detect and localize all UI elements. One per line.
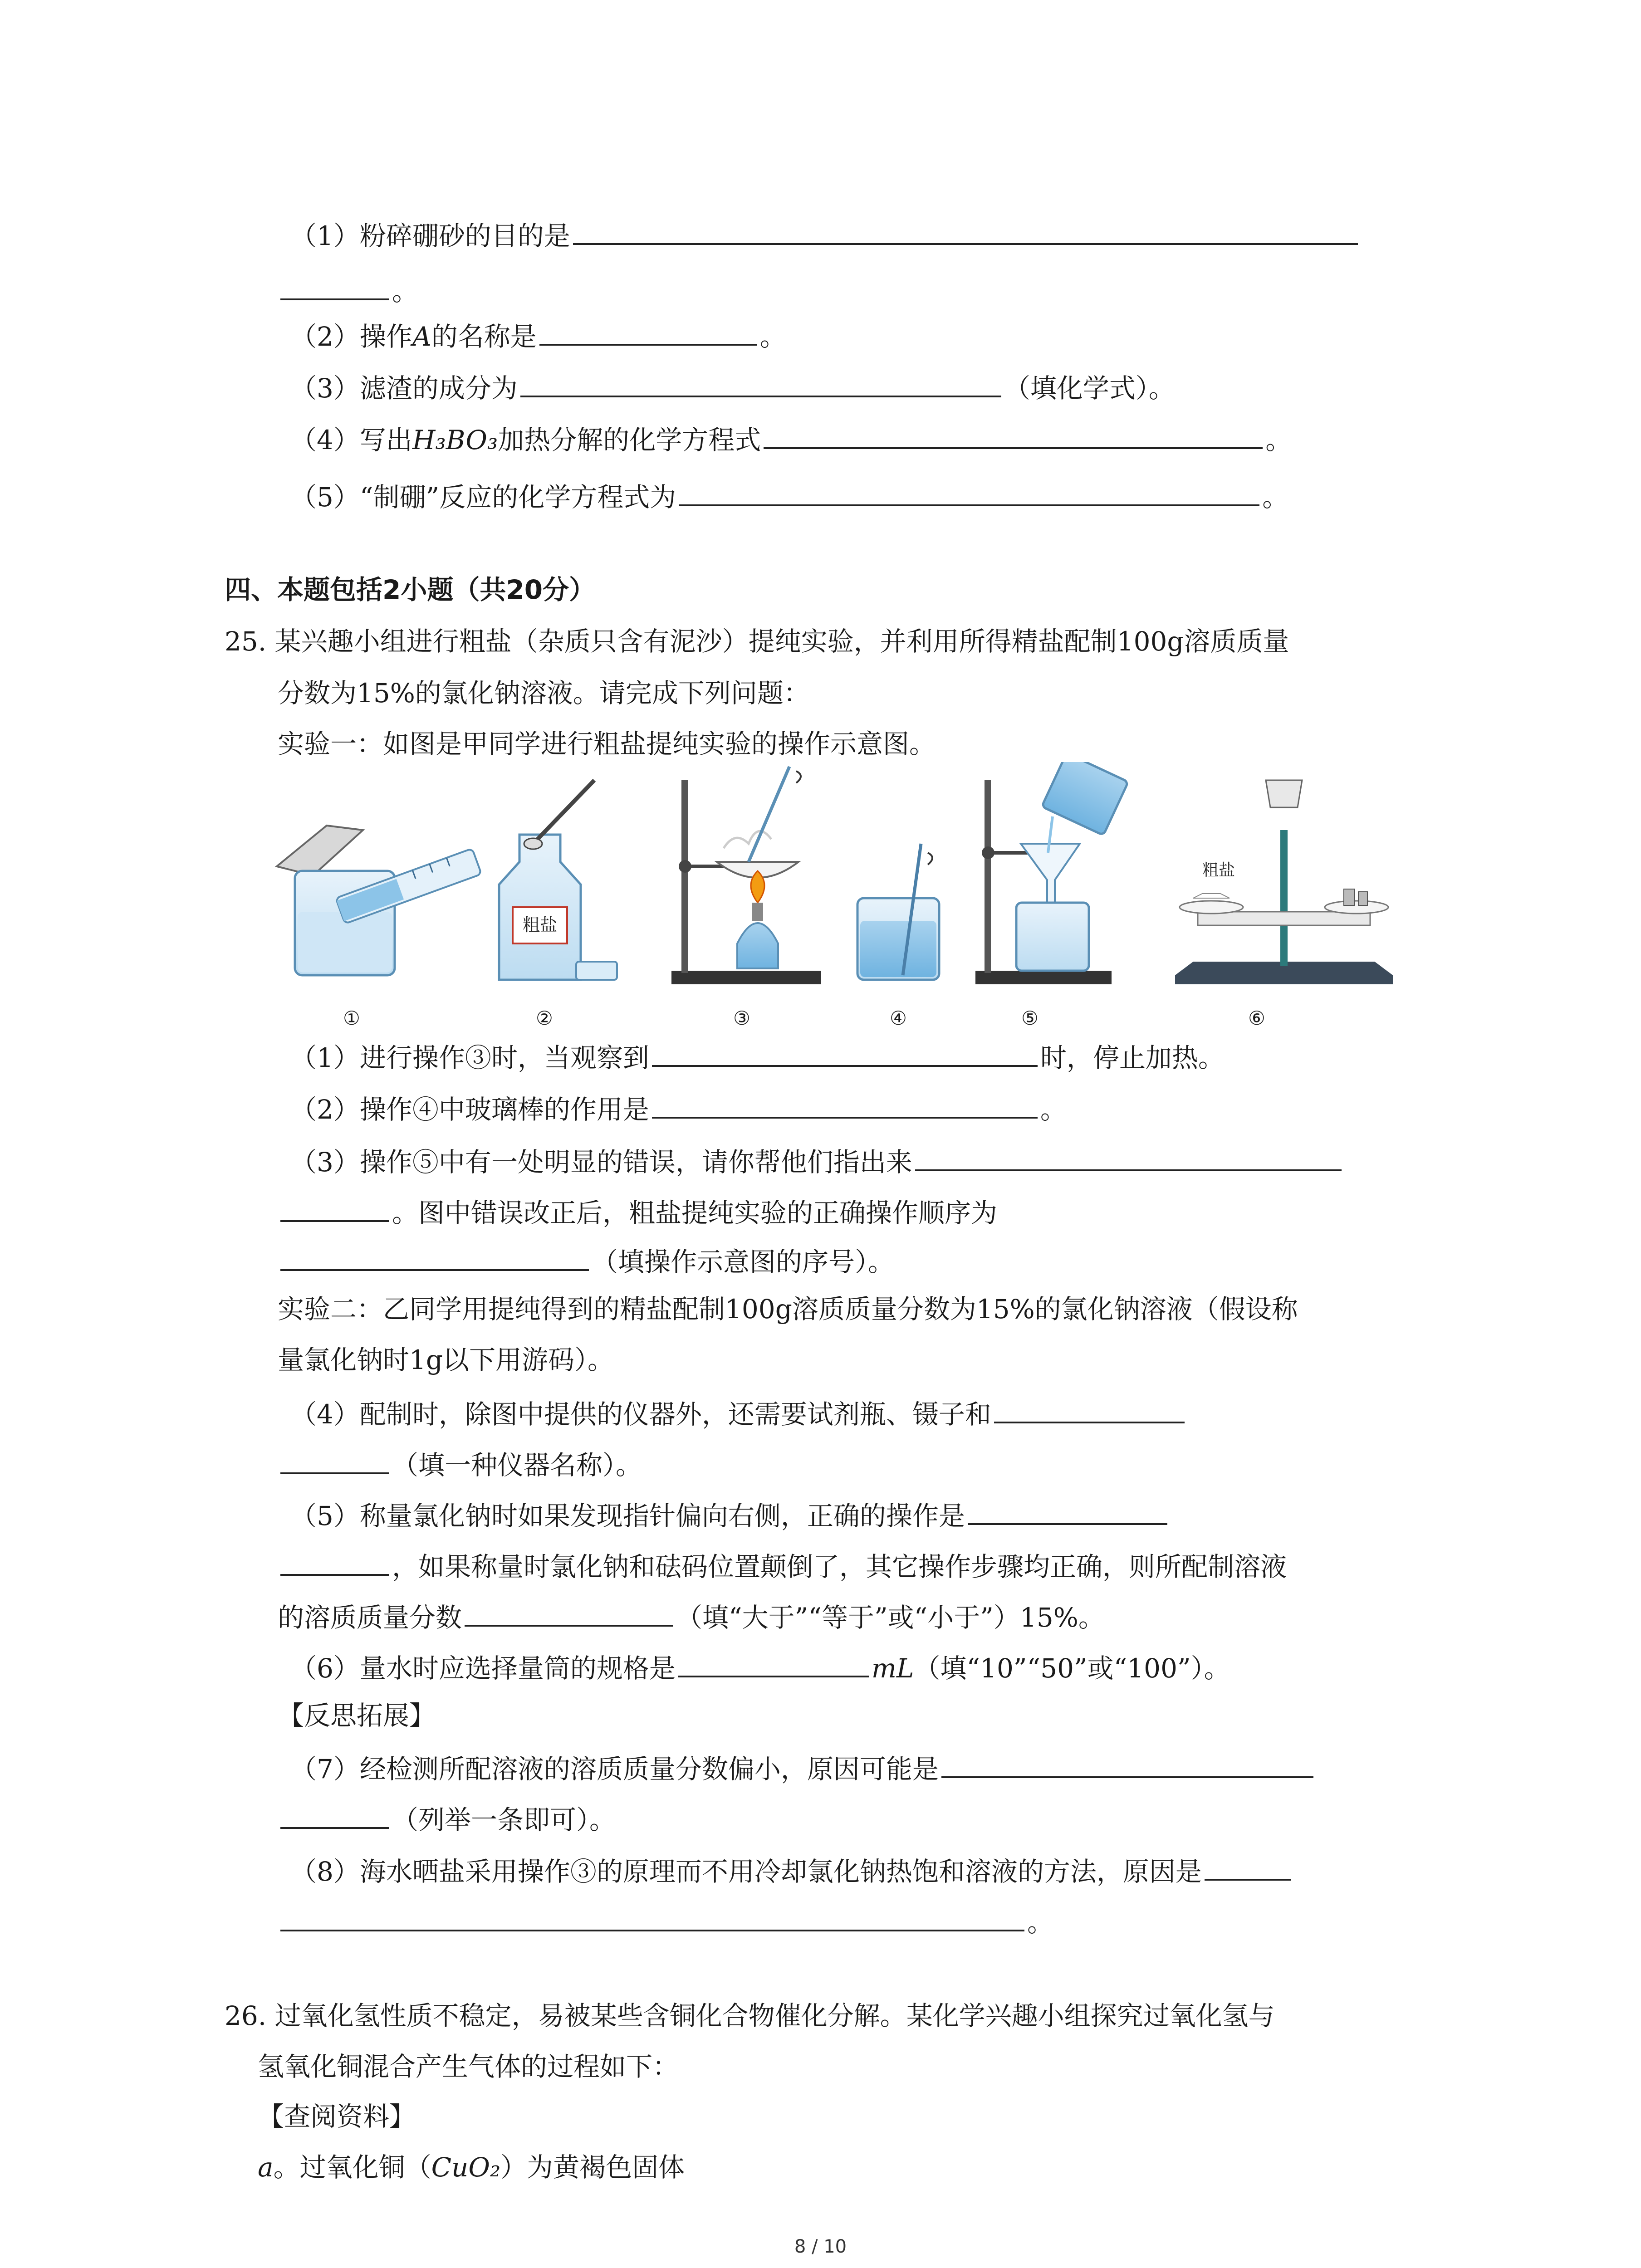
figure-label-1: ① (343, 1007, 360, 1029)
answer-blank[interactable] (915, 1143, 1342, 1171)
q24-part2: （2）操作A的名称是 。 (290, 318, 786, 350)
q24-part4: （4）写出H₃BO₃加热分解的化学方程式 。 (290, 421, 1292, 454)
figure-5-filter (975, 762, 1128, 984)
figure-3-evaporate (671, 767, 821, 984)
figure-label-4: ④ (890, 1007, 907, 1029)
q25-part5-cont2: 的溶质质量分数 （填“大于”“等于”或“小于”）15%。 (278, 1598, 1105, 1631)
q24-part5: （5）“制硼”反应的化学方程式为 。 (290, 478, 1288, 511)
q25-part7-cont: （列举一条即可）。 (278, 1801, 616, 1833)
figure-label-2: ② (536, 1007, 553, 1029)
answer-blank[interactable] (280, 1446, 389, 1474)
answer-blank[interactable] (652, 1039, 1038, 1067)
answer-blank[interactable] (539, 318, 757, 346)
q24-part1: （1）粉碎硼砂的目的是 (290, 217, 1361, 249)
answer-blank[interactable] (994, 1395, 1185, 1423)
answer-blank[interactable] (280, 272, 389, 300)
q25-part3: （3）操作⑤中有一处明显的错误，请你帮他们指出来 (290, 1143, 1344, 1176)
answer-blank[interactable] (679, 478, 1259, 506)
figure-2-bottle (499, 780, 617, 980)
figure-6-balance (1175, 780, 1393, 984)
q25-part5-cont: ，如果称量时氯化钠和砝码位置颠倒了，其它操作步骤均正确，则所配制溶液 (278, 1548, 1287, 1580)
q25-part6: （6）量水时应选择量筒的规格是 mL（填“10”“50”或“100”）。 (290, 1649, 1230, 1682)
q25-part4: （4）配制时，除图中提供的仪器外，还需要试剂瓶、镊子和 (290, 1395, 1187, 1428)
q25-part4-cont: （填一种仪器名称）。 (278, 1446, 642, 1479)
q25-part8-cont: 。 (278, 1903, 1053, 1936)
bottle-label: 粗盐 (522, 915, 558, 935)
q25-part3-cont: 。图中错误改正后，粗盐提纯实验的正确操作顺序为 (278, 1194, 997, 1227)
figure-label-5: ⑤ (1021, 1007, 1038, 1029)
answer-blank[interactable] (573, 217, 1358, 245)
figure-4-stir (857, 844, 939, 980)
q25-exp1: 实验一：如图是甲同学进行粗盐提纯实验的操作示意图。 (278, 728, 936, 759)
q24-part3: （3）滤渣的成分为 （填化学式）。 (290, 369, 1175, 402)
q24-part1-cont: 。 (278, 272, 418, 305)
ref-heading: 【查阅资料】 (258, 2101, 416, 2132)
q25-part7: （7）经检测所配溶液的溶质质量分数偏小，原因可能是 (290, 1750, 1316, 1783)
answer-blank[interactable] (968, 1497, 1167, 1525)
figure-1-dissolve (277, 826, 481, 975)
q25-part1: （1）进行操作③时，当观察到 时，停止加热。 (290, 1039, 1225, 1071)
section-heading: 四、本题包括2小题（共20分） (225, 574, 596, 605)
figure-label-3: ③ (733, 1007, 750, 1029)
q26-item-a: a。过氧化铜（CuO₂）为黄褐色固体 (258, 2152, 685, 2183)
q25-exp2-1: 实验二：乙同学用提纯得到的精盐配制100g溶质质量分数为15%的氯化钠溶液（假设称 (278, 1294, 1298, 1325)
q25-part2: （2）操作④中玻璃棒的作用是 。 (290, 1090, 1067, 1123)
apparatus-figure (268, 762, 1411, 1007)
answer-blank[interactable] (652, 1090, 1038, 1119)
q25-part8: （8）海水晒盐采用操作③的原理而不用冷却氯化钠热饱和溶液的方法，原因是 (290, 1853, 1293, 1885)
q25-exp2-2: 量氯化钠时1g以下用游码）。 (278, 1344, 614, 1375)
answer-blank[interactable] (280, 1903, 1024, 1931)
answer-blank[interactable] (678, 1649, 869, 1677)
answer-blank[interactable] (280, 1194, 389, 1222)
answer-blank[interactable] (280, 1243, 589, 1271)
q26-stem-1: 26. 过氧化氢性质不稳定，易被某些含铜化合物催化分解。某化学兴趣小组探究过氧化氢与 (225, 2000, 1275, 2031)
q25-stem-1: 25. 某兴趣小组进行粗盐（杂质只含有泥沙）提纯实验，并利用所得精盐配制100g溶质质量 (225, 626, 1289, 657)
page-number: 8 / 10 (794, 2236, 847, 2257)
reflect-heading: 【反思拓展】 (278, 1700, 436, 1731)
answer-blank[interactable] (764, 421, 1263, 449)
answer-blank[interactable] (941, 1750, 1313, 1778)
figure-label-6: ⑥ (1248, 1007, 1265, 1029)
q25-part5: （5）称量氯化钠时如果发现指针偏向右侧，正确的操作是 (290, 1497, 1170, 1530)
answer-blank[interactable] (1205, 1853, 1291, 1881)
answer-blank[interactable] (465, 1598, 673, 1627)
answer-blank[interactable] (280, 1548, 389, 1576)
answer-blank[interactable] (280, 1801, 389, 1829)
balance-label: 粗盐 (1202, 861, 1235, 880)
q25-stem-2: 分数为15%的氯化钠溶液。请完成下列问题： (278, 678, 810, 709)
q26-stem-2: 氢氧化铜混合产生气体的过程如下： (258, 2051, 679, 2082)
q25-part3-cont2: （填操作示意图的序号）。 (278, 1243, 894, 1276)
answer-blank[interactable] (520, 369, 1001, 397)
